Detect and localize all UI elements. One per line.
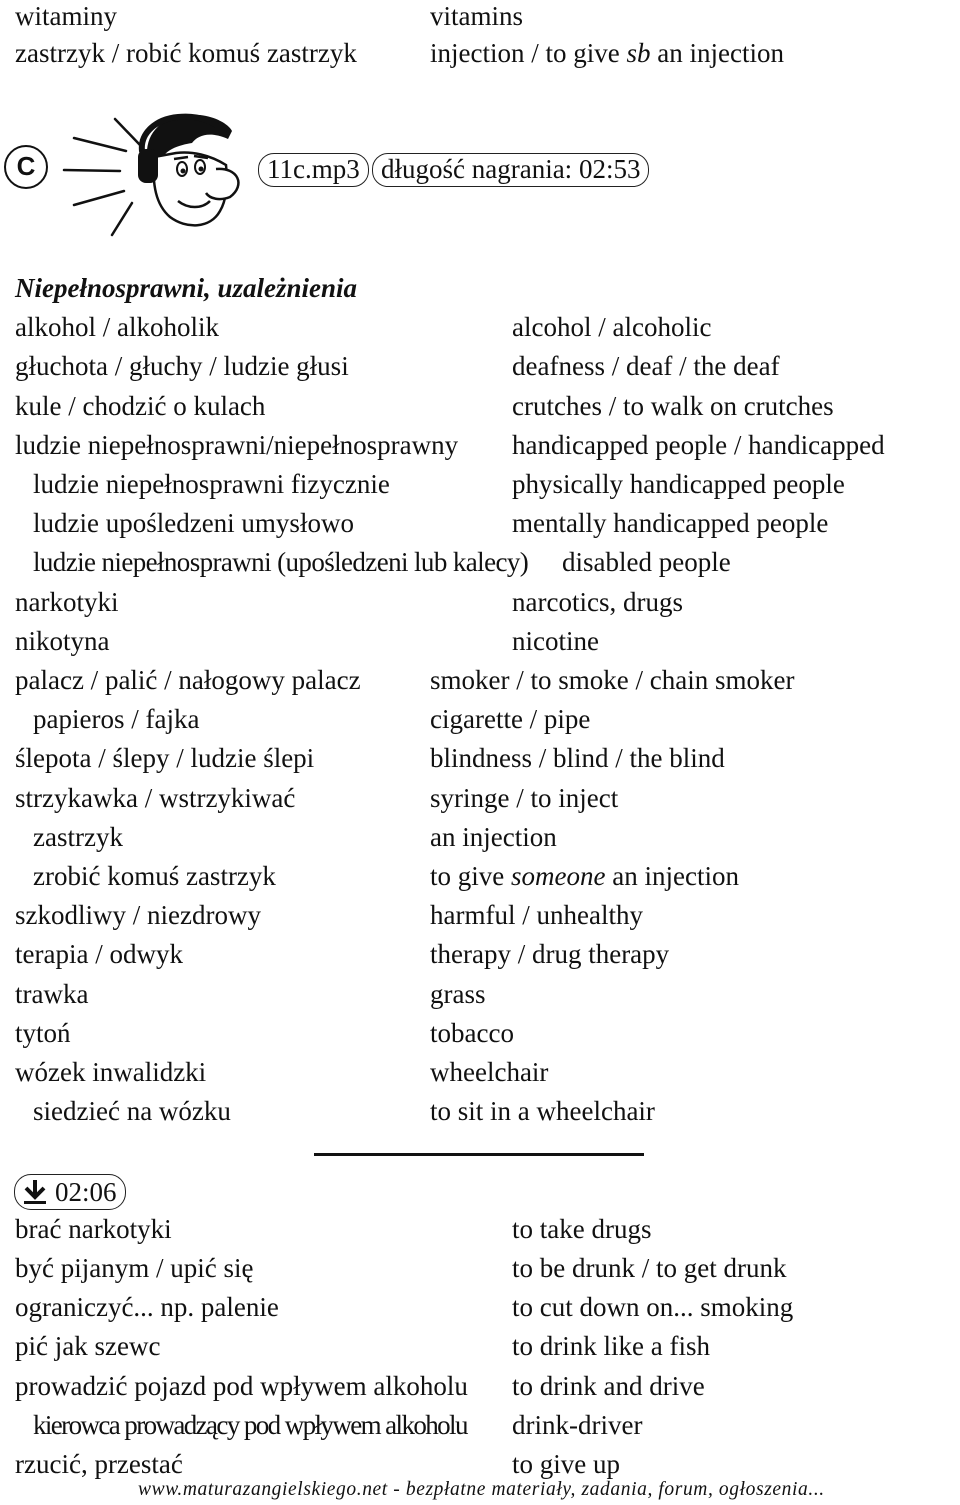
person-with-headphones-icon <box>60 105 250 245</box>
term-pl: witaminy <box>15 1 117 31</box>
section-divider <box>314 1153 644 1156</box>
term-pl: alkohol / alkoholik <box>15 312 219 342</box>
term-en: to be drunk / to get drunk <box>512 1253 787 1283</box>
term-en: to sit in a wheelchair <box>430 1096 655 1126</box>
term-en: an injection <box>430 822 557 852</box>
term-en: grass <box>430 979 486 1009</box>
term-en: physically handicapped people <box>512 469 845 499</box>
term-pl: tytoń <box>15 1018 71 1048</box>
term-pl: brać narkotyki <box>15 1214 172 1244</box>
term-en: narcotics, drugs <box>512 587 683 617</box>
term-en: deafness / deaf / the deaf <box>512 351 780 381</box>
audio-file-label: 11c.mp3 <box>258 153 369 187</box>
term-pl: ludzie niepełnosprawni/niepełnosprawny <box>15 430 459 460</box>
term-en: drink-driver <box>512 1410 643 1440</box>
term-pl: papieros / fajka <box>33 704 200 734</box>
term-en: blindness / blind / the blind <box>430 743 725 773</box>
section-heading: Niepełnosprawni, uzależnienia <box>15 273 358 303</box>
term-pl: zastrzyk / robić komuś zastrzyk <box>15 38 357 68</box>
term-pl: narkotyki <box>15 587 119 617</box>
term-en: to give up <box>512 1449 620 1479</box>
term-en: disabled people <box>562 547 731 577</box>
term-en: alcohol / alcoholic <box>512 312 712 342</box>
term-pl: strzykawka / wstrzykiwać <box>15 783 296 813</box>
term-pl: być pijanym / upić się <box>15 1253 254 1283</box>
term-en: to give someone an injection <box>430 861 739 891</box>
term-pl: trawka <box>15 979 89 1009</box>
audio-duration-label: długość nagrania: 02:53 <box>372 153 649 187</box>
term-en: vitamins <box>430 1 523 31</box>
footer-url: www.maturazangielskiego.net - bezpłatne materiały, zadania, forum, ogłoszenia... <box>138 1479 825 1500</box>
term-en: to drink like a fish <box>512 1331 710 1361</box>
term-en: injection / to give sb an injection <box>430 38 784 68</box>
term-pl: zastrzyk <box>33 822 123 852</box>
term-en: harmful / unhealthy <box>430 900 643 930</box>
term-pl: ludzie niepełnosprawni fizycznie <box>33 469 390 499</box>
term-pl: ograniczyć... np. palenie <box>15 1292 279 1322</box>
time-label: 02:06 <box>55 1177 117 1207</box>
term-en: to cut down on... smoking <box>512 1292 794 1322</box>
term-pl: ludzie upośledzeni umysłowo <box>33 508 354 538</box>
term-pl: palacz / palić / nałogowy palacz <box>15 665 361 695</box>
download-time-box <box>14 1174 126 1210</box>
term-en: to drink and drive <box>512 1371 705 1401</box>
term-en: cigarette / pipe <box>430 704 591 734</box>
term-pl: nikotyna <box>15 626 110 656</box>
term-pl: siedzieć na wózku <box>33 1096 231 1126</box>
term-pl: rzucić, przestać <box>15 1449 183 1479</box>
term-pl: ludzie niepełnosprawni (upośledzeni lub kalecy) <box>33 547 529 577</box>
term-pl: wózek inwalidzki <box>15 1057 207 1087</box>
term-en: handicapped people / handicapped <box>512 430 885 460</box>
term-pl: zrobić komuś zastrzyk <box>33 861 276 891</box>
term-en: mentally handicapped people <box>512 508 829 538</box>
term-pl: szkodliwy / niezdrowy <box>15 900 261 930</box>
term-en: to take drugs <box>512 1214 652 1244</box>
term-en: crutches / to walk on crutches <box>512 391 834 421</box>
term-pl: pić jak szewc <box>15 1331 161 1361</box>
term-en: smoker / to smoke / chain smoker <box>430 665 795 695</box>
copyright-icon: C <box>4 145 48 189</box>
term-en: therapy / drug therapy <box>430 939 670 969</box>
term-pl: ślepota / ślepy / ludzie ślepi <box>15 743 315 773</box>
term-en: wheelchair <box>430 1057 549 1087</box>
download-arrow-icon <box>21 1179 49 1205</box>
term-pl: głuchota / głuchy / ludzie głusi <box>15 351 349 381</box>
term-en: tobacco <box>430 1018 514 1048</box>
term-pl: kule / chodzić o kulach <box>15 391 266 421</box>
term-pl: prowadzić pojazd pod wpływem alkoholu <box>15 1371 468 1401</box>
term-en: nicotine <box>512 626 599 656</box>
term-pl: kierowca prowadzący pod wpływem alkoholu <box>33 1410 467 1440</box>
term-en: syringe / to inject <box>430 783 619 813</box>
term-pl: terapia / odwyk <box>15 939 183 969</box>
